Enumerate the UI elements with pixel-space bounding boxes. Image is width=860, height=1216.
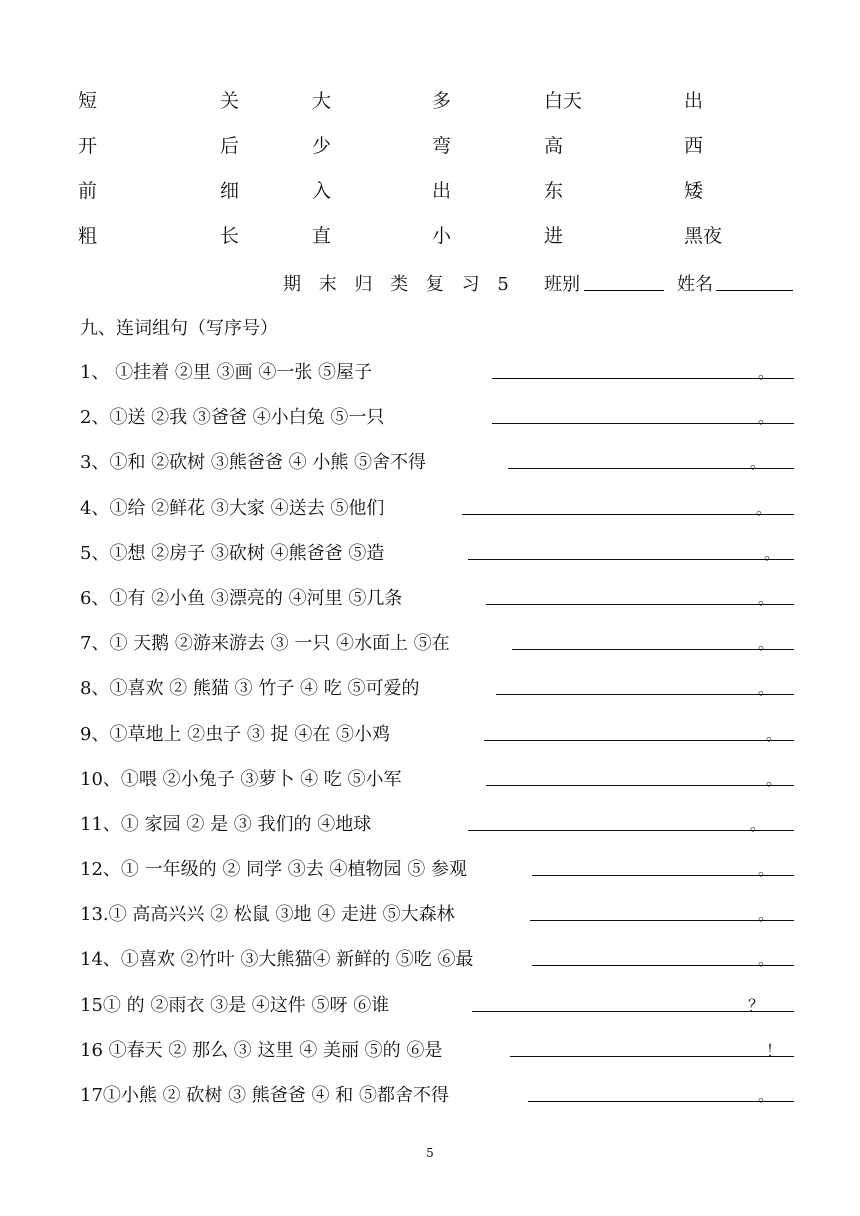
word-row: [78, 131, 778, 176]
exercise-prompt: 10、①喂 ②小兔子 ③萝卜 ④ 吃 ⑤小军: [80, 768, 402, 790]
review-header: [0, 270, 860, 296]
exercise-row: [80, 765, 794, 810]
exercise-prompt: 8、①喜欢 ② 熊猫 ③ 竹子 ④ 吃 ⑤可爱的: [80, 678, 420, 700]
sentence-end-mark: 。: [757, 860, 774, 880]
sentence-end-mark: 。: [765, 724, 782, 744]
word: 粗: [78, 225, 98, 247]
exercise-row: [80, 900, 794, 945]
sentence-end-mark: 。: [757, 1086, 774, 1105]
word: 直: [312, 225, 332, 247]
exercise-prompt: 16 ①春天 ② 那么 ③ 这里 ④ 美丽 ⑤的 ⑥是: [80, 1039, 443, 1061]
section-title: 九、连词组句（写序号）: [80, 318, 278, 339]
exercise-row: [80, 855, 794, 900]
exercise-row: [80, 358, 794, 403]
word: 西: [684, 135, 704, 157]
exercise-row: [80, 1081, 794, 1126]
class-label: 班别: [544, 274, 580, 295]
exercise-prompt: 15① 的 ②雨衣 ③是 ④这件 ⑤呀 ⑥谁: [80, 994, 390, 1016]
exercise-row: [80, 629, 794, 674]
word: 关: [220, 90, 240, 112]
sentence-end-mark: 。: [765, 769, 782, 789]
word: 长: [220, 225, 240, 247]
word: 入: [312, 180, 332, 202]
word: 进: [544, 225, 564, 247]
exercise-prompt: 6、①有 ②小鱼 ③漂亮的 ④河里 ⑤几条: [80, 587, 403, 609]
exercise-prompt: 4、①给 ②鲜花 ③大家 ④送去 ⑤他们: [80, 497, 385, 519]
word-row: [78, 86, 778, 131]
sentence-end-mark: 。: [749, 814, 766, 834]
exercise-row: [80, 1036, 794, 1081]
exercise-row: [80, 945, 794, 990]
exercise-row: [80, 494, 794, 539]
answer-blank[interactable]: [510, 1056, 794, 1057]
answer-blank[interactable]: [486, 785, 794, 786]
sentence-end-mark: 。: [757, 634, 774, 654]
answer-blank[interactable]: [532, 965, 794, 966]
word: 前: [78, 180, 98, 202]
word: 开: [78, 135, 98, 157]
word: 出: [684, 90, 704, 112]
exercise-row: [80, 448, 794, 493]
exercise-prompt: 3、①和 ②砍树 ③熊爸爸 ④ 小熊 ⑤舍不得: [80, 452, 427, 474]
word: 矮: [684, 180, 704, 202]
exercise-row: [80, 403, 794, 448]
word: 白天: [544, 90, 583, 112]
answer-blank[interactable]: [492, 423, 794, 424]
answer-blank[interactable]: [492, 378, 794, 379]
word: 少: [312, 135, 332, 157]
exercise-row: [80, 810, 794, 855]
exercise-row: [80, 674, 794, 719]
exercise-prompt: 17①小熊 ② 砍树 ③ 熊爸爸 ④ 和 ⑤都舍不得: [80, 1085, 449, 1106]
sentence-end-mark: 。: [757, 408, 774, 428]
sentence-end-mark: 。: [757, 950, 774, 970]
answer-blank[interactable]: [528, 1101, 794, 1102]
exercise-row: [80, 584, 794, 629]
name-label: 姓名: [677, 274, 713, 295]
answer-blank[interactable]: [496, 694, 794, 695]
page-title: 期 末 归 类 复 习 5: [283, 274, 515, 295]
answer-blank[interactable]: [530, 920, 794, 921]
exercise-prompt: 2、①送 ②我 ③爸爸 ④小白兔 ⑤一只: [80, 407, 385, 429]
sentence-end-mark: 。: [757, 363, 774, 382]
word: 东: [544, 180, 564, 202]
word: 多: [432, 90, 452, 112]
exercise-prompt: 12、① 一年级的 ② 同学 ③去 ④植物园 ⑤ 参观: [80, 859, 467, 881]
exercise-prompt: 14、①喜欢 ②竹叶 ③大熊猫④ 新鲜的 ⑤吃 ⑥最: [80, 949, 474, 971]
word: 弯: [432, 135, 452, 157]
exercise-row: [80, 991, 794, 1036]
exercise-list: [80, 358, 794, 1126]
sentence-end-mark: 。: [763, 543, 780, 563]
word: 黑夜: [684, 225, 723, 247]
sentence-end-mark: ？: [747, 995, 764, 1015]
name-blank[interactable]: [716, 290, 793, 291]
word-row: [78, 221, 778, 266]
answer-blank[interactable]: [462, 514, 794, 515]
sentence-end-mark: 。: [755, 498, 772, 518]
answer-blank[interactable]: [484, 740, 794, 741]
word: 出: [432, 180, 452, 202]
exercise-prompt: 1、 ①挂着 ②里 ③画 ④一张 ⑤屋子: [80, 362, 373, 383]
class-blank[interactable]: [584, 290, 664, 291]
answer-blank[interactable]: [512, 649, 794, 650]
sentence-end-mark: 。: [757, 588, 774, 608]
word: 小: [432, 225, 452, 247]
answer-blank[interactable]: [532, 875, 794, 876]
word: 大: [312, 90, 332, 112]
answer-blank[interactable]: [486, 604, 794, 605]
sentence-end-mark: 。: [749, 453, 766, 473]
word-row: [78, 176, 778, 221]
exercise-prompt: 11、① 家园 ② 是 ③ 我们的 ④地球: [80, 813, 372, 835]
word: 细: [220, 180, 240, 202]
exercise-prompt: 9、①草地上 ②虫子 ③ 捉 ④在 ⑤小鸡: [80, 723, 391, 745]
sentence-end-mark: 。: [757, 905, 774, 925]
word: 后: [220, 135, 240, 157]
exercise-row: [80, 539, 794, 584]
word: 高: [544, 135, 564, 157]
answer-blank[interactable]: [472, 1011, 794, 1012]
sentence-end-mark: ！: [765, 1040, 782, 1060]
page-number: 5: [426, 1146, 434, 1160]
answer-blank[interactable]: [468, 830, 794, 831]
exercise-prompt: 5、①想 ②房子 ③砍树 ④熊爸爸 ⑤造: [80, 542, 385, 564]
antonym-word-grid: [78, 86, 778, 266]
answer-blank[interactable]: [468, 559, 794, 560]
exercise-prompt: 7、① 天鹅 ②游来游去 ③ 一只 ④水面上 ⑤在: [80, 633, 450, 655]
word: 短: [78, 90, 98, 112]
exercise-prompt: 13.① 高高兴兴 ② 松鼠 ③地 ④ 走进 ⑤大森林: [80, 904, 455, 926]
sentence-end-mark: 。: [757, 679, 774, 699]
exercise-row: [80, 720, 794, 765]
